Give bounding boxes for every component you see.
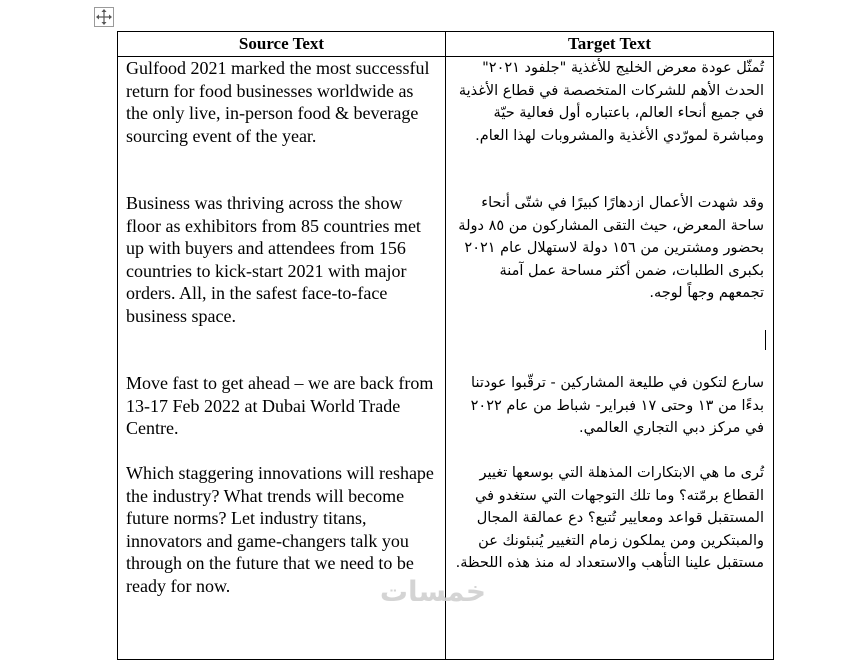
header-target-text[interactable]: Target Text [446, 32, 774, 57]
text-cursor [765, 330, 766, 350]
source-paragraph-1[interactable]: Gulfood 2021 marked the most successful return for food businesses worldwide as the only live, in-person food & beverage sourcing event of the year. [126, 58, 430, 146]
target-paragraph-1[interactable]: تُمثّل عودة معرض الخليج للأغذية "جلفود ٢٠٢١" الحدث الأهم للشركات المتخصصة في قطاع الأغذية في جميع أنحاء العالم، باعتباره أول فعالية حيّة ومباشرة لمورّدي الأغذية والمشروبات لهذا العام. [458, 60, 764, 144]
table-header-row [118, 32, 774, 57]
target-cell[interactable] [446, 57, 774, 660]
source-cell[interactable] [118, 57, 446, 660]
table-row [118, 57, 774, 660]
source-paragraph-2[interactable]: Business was thriving across the show floor as exhibitors from 85 countries met up with buyers and attendees from 156 countries to kick-start 2021 with major orders. All, in the safest face-to-face business space. [126, 193, 421, 326]
translation-table [117, 31, 774, 660]
target-paragraph-4[interactable]: تُرى ما هي الابتكارات المذهلة التي بوسعها تغيير القطاع برمّته؟ وما تلك التوجهات التي ستغدو في المستقبل قواعد ومعايير تُتبع؟ دع عمالقة المجال والمبتكرين ومن يملكون زمام التغيير يُنبئونك عن مستقبل علينا التأهب والاستعداد له منذ هذه اللحظة. [455, 465, 764, 571]
header-source-text[interactable]: Source Text [118, 32, 446, 57]
source-paragraph-4[interactable]: Which staggering innovations will reshape the industry? What trends will become future norms? Let industry titans, innovators and game-changers talk you through on the future that we need to be ready for now. [126, 463, 434, 596]
source-paragraph-3[interactable]: Move fast to get ahead – we are back from 13-17 Feb 2022 at Dubai World Trade Centre. [126, 373, 434, 438]
table-move-handle-icon[interactable] [94, 7, 114, 27]
watermark-logo: خمسات [379, 575, 486, 608]
target-paragraph-2[interactable]: وقد شهدت الأعمال ازدهارًا كبيرًا في شتّى أنحاء ساحة المعرض، حيث التقى المشاركون من ٨٥ دولة بحضور ومشترين من ١٥٦ دولة لاستهلال عام ٢٠٢١ بكبرى الطلبات، ضمن أكثر مساحة عمل آمنة تجمعهم وجهاً لوجه. [458, 195, 764, 301]
target-paragraph-3[interactable]: سارع لتكون في طليعة المشاركين - ترقّبوا عودتنا بدءًا من ١٣ وحتى ١٧ فبراير- شباط من عام ٢٠٢٢ في مركز دبي التجاري العالمي. [470, 375, 764, 436]
